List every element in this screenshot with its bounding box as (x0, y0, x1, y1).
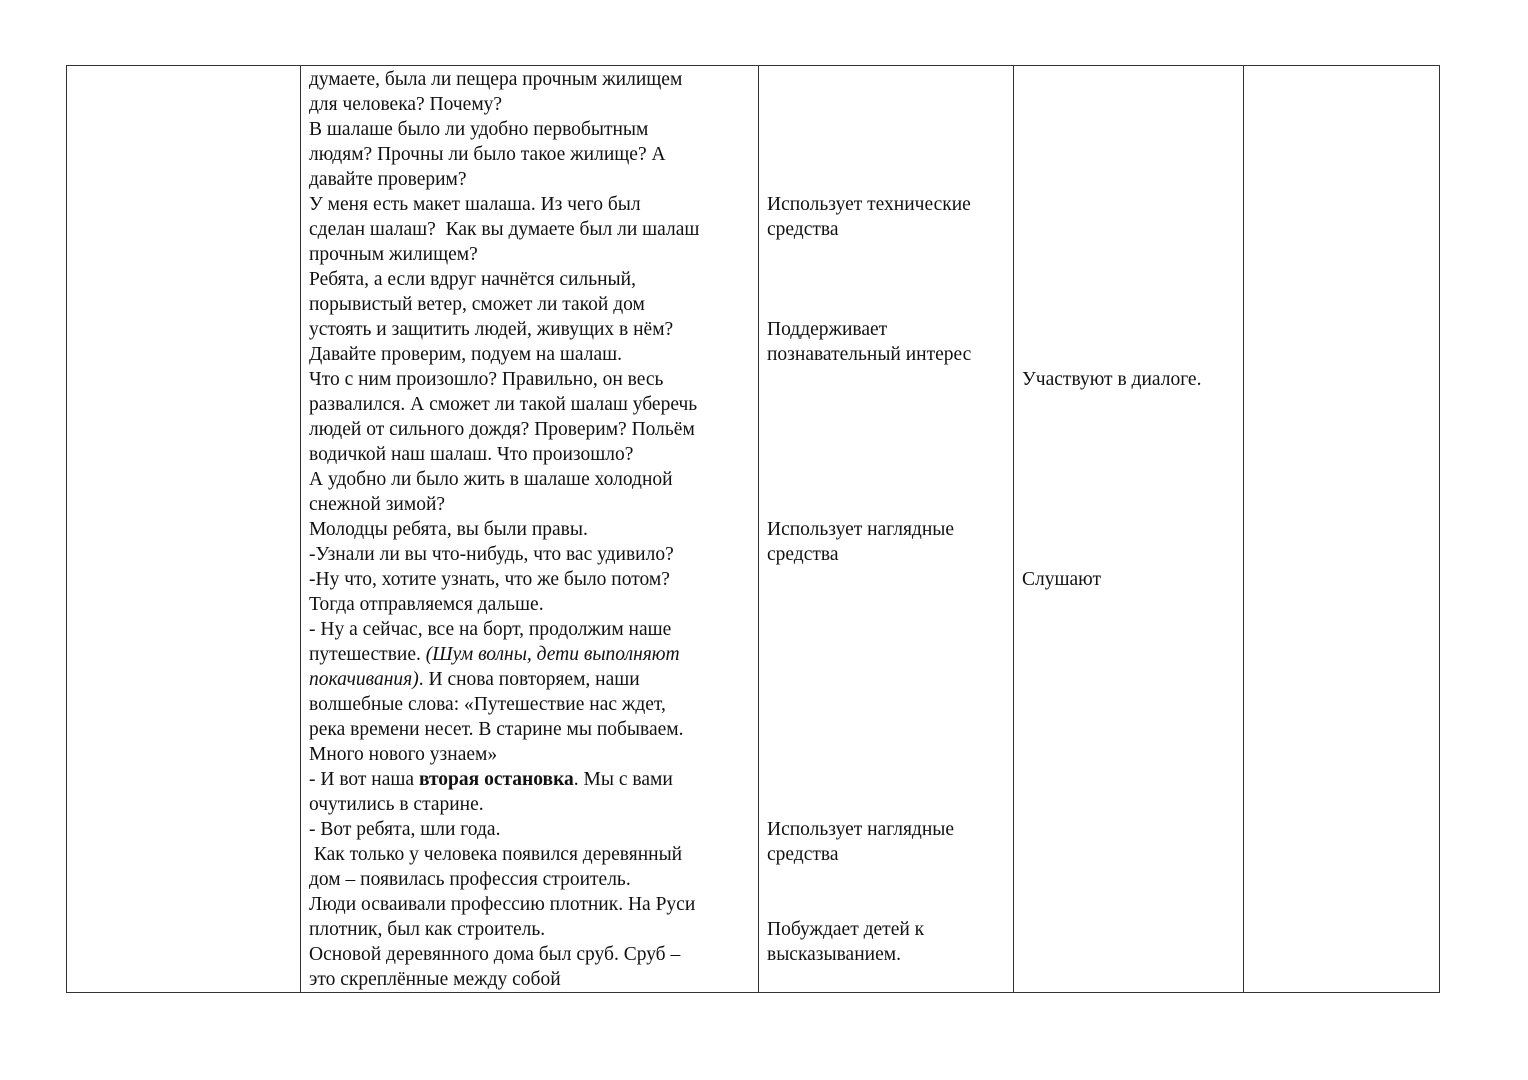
text-line: водичкой наш шалаш. Что произошло? (309, 444, 634, 465)
text-line: -Узнали ли вы что-нибудь, что вас удивило? (309, 544, 674, 565)
text-line: - Ну а сейчас, все на борт, продолжим наше (309, 619, 672, 640)
text-line: Много нового узнаем» (309, 744, 498, 765)
text-line: очутились в старине. (309, 794, 484, 815)
text-line: Ребята, а если вдруг начнётся сильный, (309, 269, 636, 290)
text-line: устоять и защитить людей, живущих в нём? (309, 319, 674, 340)
text-line: -Ну что, хотите узнать, что же было потом? (309, 569, 670, 590)
text-line: снежной зимой? (309, 494, 446, 515)
activity-line: Использует наглядные (767, 519, 955, 540)
text-line (309, 767, 673, 792)
activity-line: высказыванием. (767, 944, 901, 965)
text-line: давайте проверим? (309, 169, 467, 190)
text-line: Давайте проверим, подуем на шалаш. (309, 344, 622, 365)
activity-line: Использует технические (767, 194, 971, 215)
activity-line: средства (767, 844, 839, 865)
text-line: - Вот ребята, шли года. (309, 819, 501, 840)
text-line: Молодцы ребята, вы были правы. (309, 519, 588, 540)
text-segment: - И вот наша (309, 769, 419, 790)
activity-line: познавательный интерес (767, 344, 972, 365)
text-line: развалился. А сможет ли такой шалаш уберечь (309, 394, 698, 415)
text-line: У меня есть макет шалаша. Из чего был (309, 194, 641, 215)
text-line: Как только у человека появился деревянный (309, 844, 683, 865)
text-line: людей от сильного дождя? Проверим? Польём (309, 419, 695, 440)
lesson-table (66, 65, 1440, 993)
column-divider-2 (758, 66, 759, 992)
activity-line: Участвуют в диалоге. (1022, 369, 1202, 390)
text-line: Люди осваивали профессию плотник. На Руси (309, 894, 696, 915)
text-segment: . И снова повторяем, наши (418, 669, 640, 690)
italic-stage-direction: покачивания) (309, 669, 419, 690)
text-line (309, 667, 640, 692)
text-line: прочным жилищем? (309, 244, 478, 265)
bold-stop-title: вторая остановка (418, 769, 574, 790)
italic-stage-direction: (Шум волны, дети выполняют (425, 644, 680, 665)
activity-line: Использует наглядные (767, 819, 955, 840)
text-line: это скреплённые между собой (309, 969, 561, 990)
text-line: Тогда отправляемся дальше. (309, 594, 544, 615)
text-line: река времени несет. В старине мы побываем. (309, 719, 684, 740)
activity-line: средства (767, 219, 839, 240)
text-line: Что с ним произошло? Правильно, он весь (309, 369, 664, 390)
activity-line: средства (767, 544, 839, 565)
activity-line: Побуждает детей к (767, 919, 925, 940)
text-line: людям? Прочны ли было такое жилище? А (309, 144, 666, 165)
text-segment: путешествие. (309, 644, 426, 665)
text-segment: . Мы с вами (573, 769, 673, 790)
text-line: дом – появилась профессия строитель. (309, 869, 631, 890)
text-line: волшебные слова: «Путешествие нас ждет, (309, 694, 666, 715)
text-line: В шалаше было ли удобно первобытным (309, 119, 649, 140)
activity-line: Поддерживает (767, 319, 888, 340)
text-line: для человека? Почему? (309, 94, 503, 115)
column-divider-1 (300, 66, 301, 992)
text-line: А удобно ли было жить в шалаше холодной (309, 469, 673, 490)
text-line: Основой деревянного дома был сруб. Сруб – (309, 944, 681, 965)
text-line (309, 642, 680, 667)
text-line: думаете, была ли пещера прочным жилищем (309, 69, 683, 90)
column-divider-3 (1013, 66, 1014, 992)
text-line: сделан шалаш? Как вы думаете был ли шалаш (309, 219, 700, 240)
column-divider-4 (1243, 66, 1244, 992)
text-line: плотник, был как строитель. (309, 919, 546, 940)
activity-line: Слушают (1022, 569, 1101, 590)
text-line: порывистый ветер, сможет ли такой дом (309, 294, 645, 315)
